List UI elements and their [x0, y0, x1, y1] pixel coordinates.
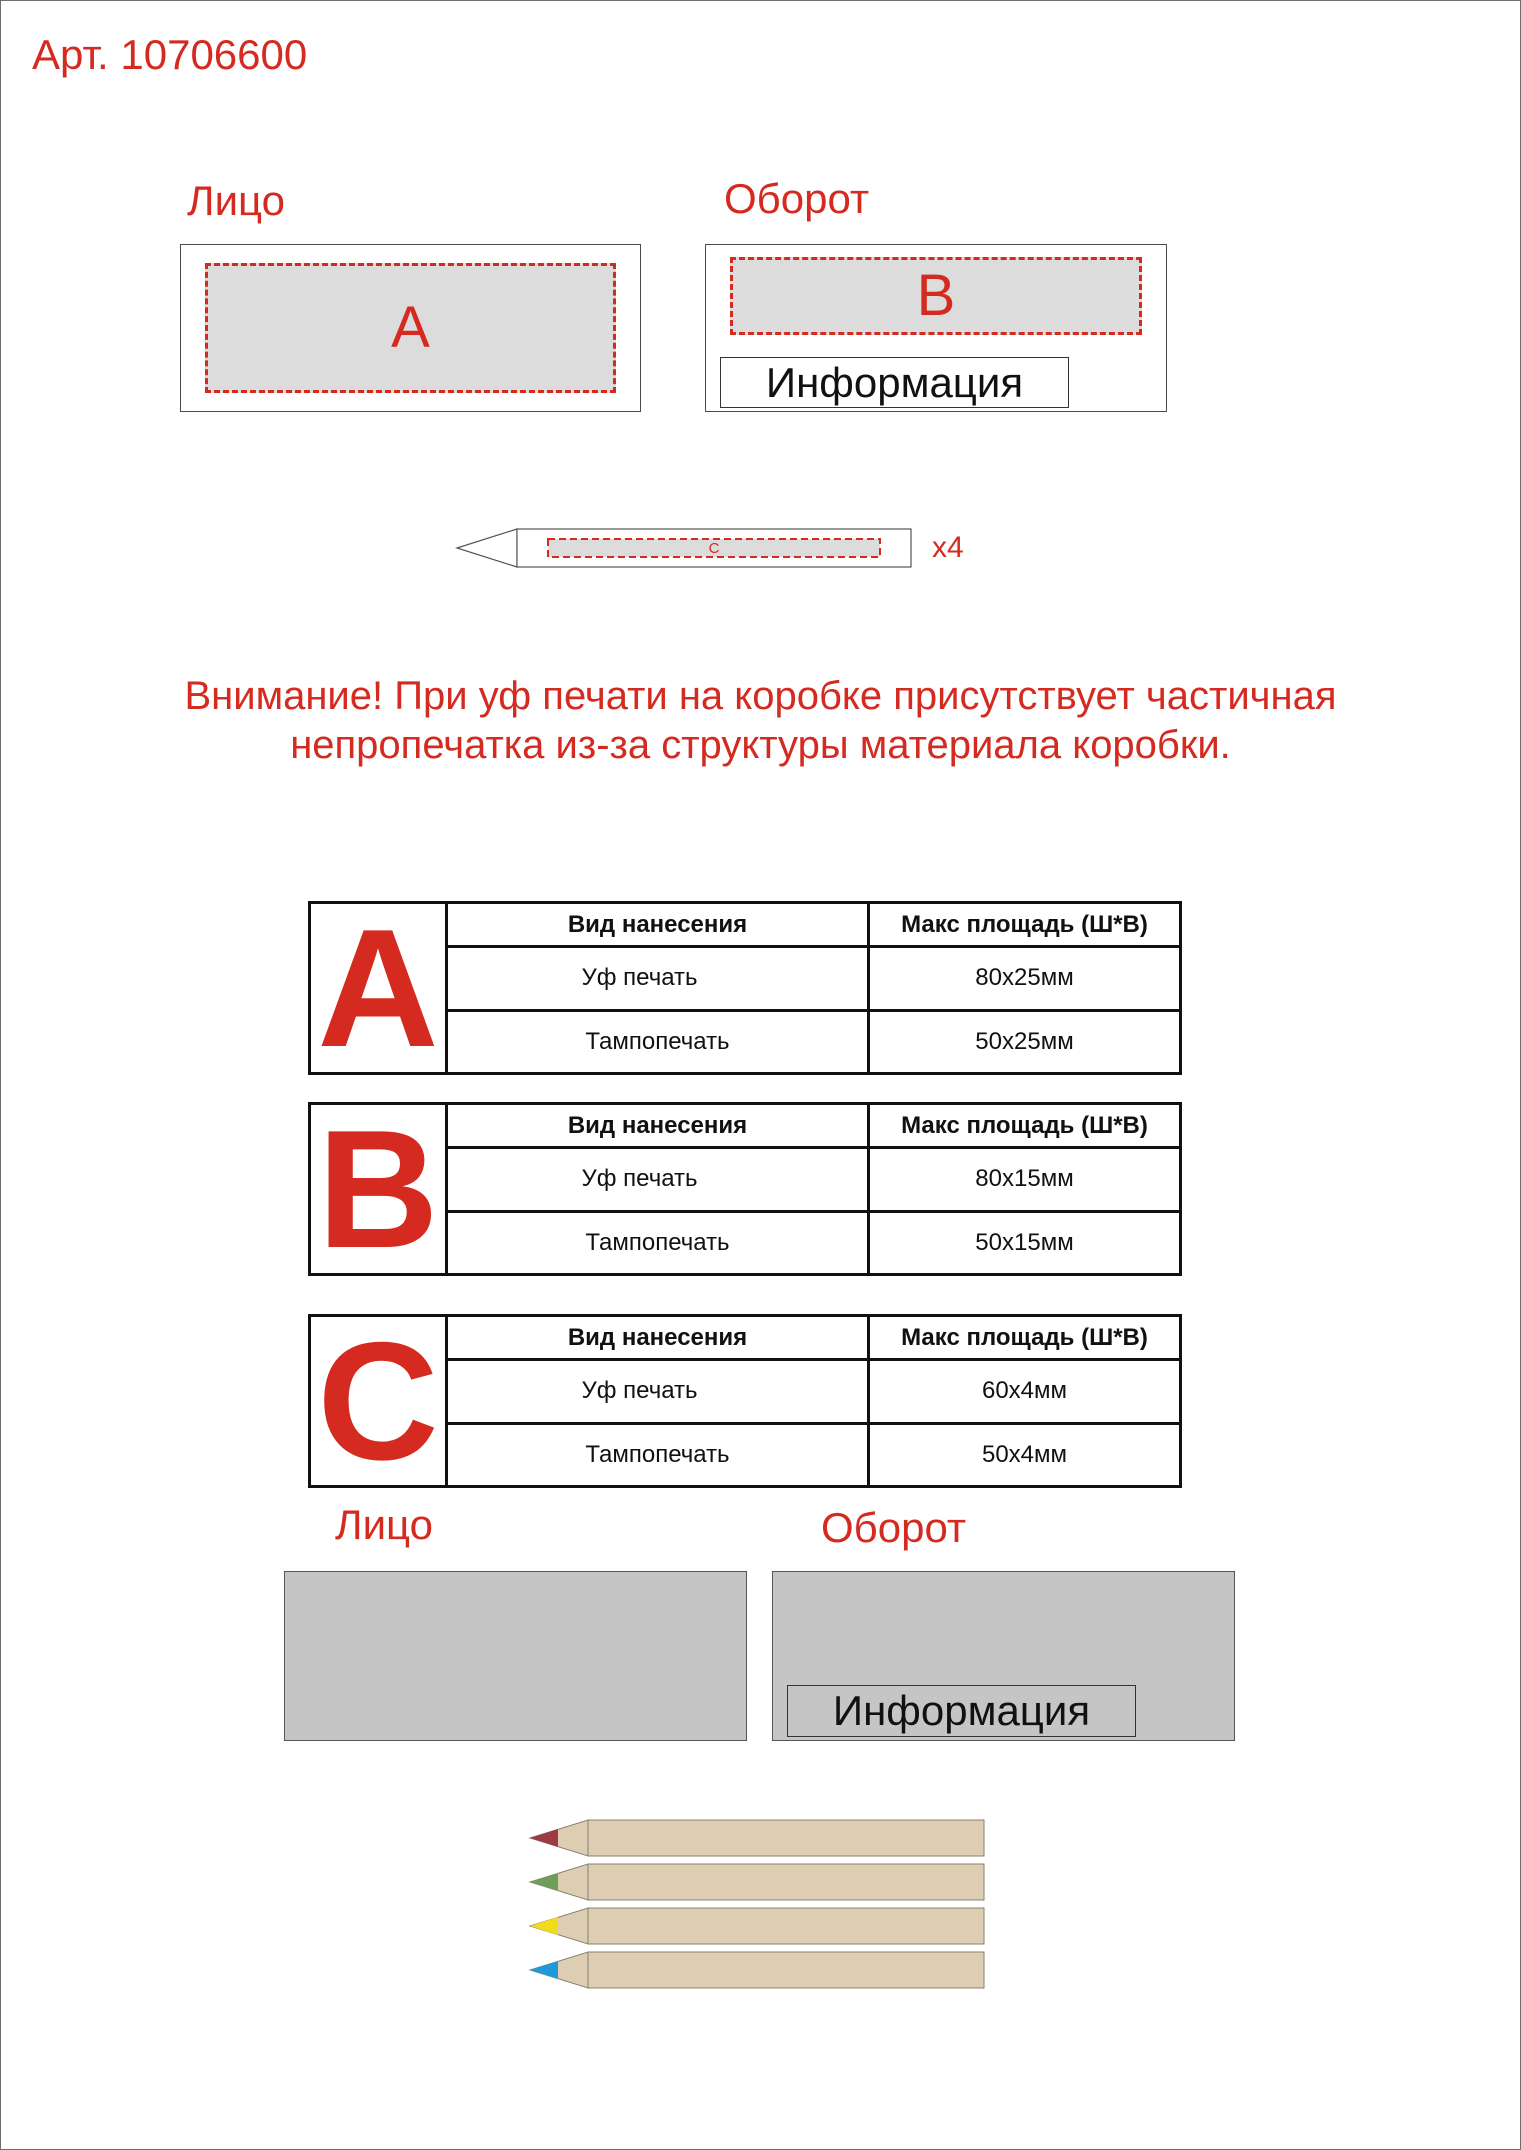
table-a-row2-area: 50х25мм	[869, 1010, 1181, 1073]
table-a-row1-area: 80х25мм	[869, 947, 1181, 1010]
pencil-outline-diagram	[454, 526, 914, 570]
pencil-body	[588, 1908, 984, 1944]
front-label: Лицо	[187, 177, 285, 224]
pencil-multiplier: x4	[932, 531, 964, 564]
pencil-lead	[530, 1961, 558, 1979]
table-b-header-method: Вид нанесения	[447, 1104, 869, 1148]
yellow-pencil-icon	[530, 1908, 984, 1944]
print-zone-a	[205, 263, 616, 393]
pencil-body	[588, 1864, 984, 1900]
table-b-letter: B	[310, 1104, 447, 1275]
spec-table-a	[308, 901, 1182, 1075]
spec-table-b	[308, 1102, 1182, 1276]
table-c-header-method: Вид нанесения	[447, 1316, 869, 1360]
front-panel	[180, 244, 641, 412]
blue-pencil-icon	[530, 1952, 984, 1988]
bottom-front-label: Лицо	[335, 1501, 433, 1548]
back-label: Оборот	[724, 175, 870, 222]
back-panel	[705, 244, 1167, 412]
pencil-lead	[530, 1829, 558, 1847]
table-b-row2-method: Тампопечать	[447, 1211, 869, 1274]
zone-b-label: B	[916, 263, 956, 328]
bottom-info-label: Информация	[832, 1687, 1091, 1734]
article-number: Арт. 10706600	[32, 31, 308, 78]
table-a-row2-method: Тампопечать	[447, 1010, 869, 1073]
spec-table-c	[308, 1314, 1182, 1488]
pencil-tip-shape	[457, 529, 517, 567]
colored-pencils	[528, 1818, 988, 1993]
pencil-body	[588, 1820, 984, 1856]
warning-line-1: Внимание! При уф печати на коробке присутствует частичная	[184, 674, 1337, 718]
table-c-row1-method: Уф печать	[447, 1360, 869, 1423]
table-b-header-area: Макс площадь (Ш*В)	[869, 1104, 1181, 1148]
bottom-front-panel	[284, 1571, 747, 1741]
bottom-info-box	[787, 1685, 1136, 1737]
info-box	[720, 357, 1069, 408]
zone-a-label: A	[391, 295, 430, 360]
warning-text	[0, 672, 1521, 770]
zone-c-label: C	[708, 540, 720, 557]
table-c-row2-area: 50х4мм	[869, 1423, 1181, 1486]
pencil-body	[588, 1952, 984, 1988]
pencil-lead	[530, 1917, 558, 1935]
table-a-row1-method: Уф печать	[447, 947, 869, 1010]
table-a-header-area: Макс площадь (Ш*В)	[869, 903, 1181, 947]
warning-line-2: непропечатка из-за структуры материала коробки.	[290, 723, 1231, 767]
table-b-row1-area: 80х15мм	[869, 1148, 1181, 1211]
bottom-back-panel	[772, 1571, 1235, 1741]
info-label: Информация	[765, 358, 1024, 406]
table-b-row1-method: Уф печать	[447, 1148, 869, 1211]
table-c-row2-method: Тампопечать	[447, 1423, 869, 1486]
pencil-lead	[530, 1873, 558, 1891]
table-c-row1-area: 60х4мм	[869, 1360, 1181, 1423]
table-a-header-method: Вид нанесения	[447, 903, 869, 947]
table-c-letter: C	[310, 1316, 447, 1487]
bottom-back-label: Оборот	[821, 1504, 967, 1551]
print-zone-b	[730, 257, 1142, 335]
green-pencil-icon	[530, 1864, 984, 1900]
table-c-header-area: Макс площадь (Ш*В)	[869, 1316, 1181, 1360]
table-b-row2-area: 50х15мм	[869, 1211, 1181, 1274]
table-a-letter: A	[310, 903, 447, 1074]
red-pencil-icon	[530, 1820, 984, 1856]
